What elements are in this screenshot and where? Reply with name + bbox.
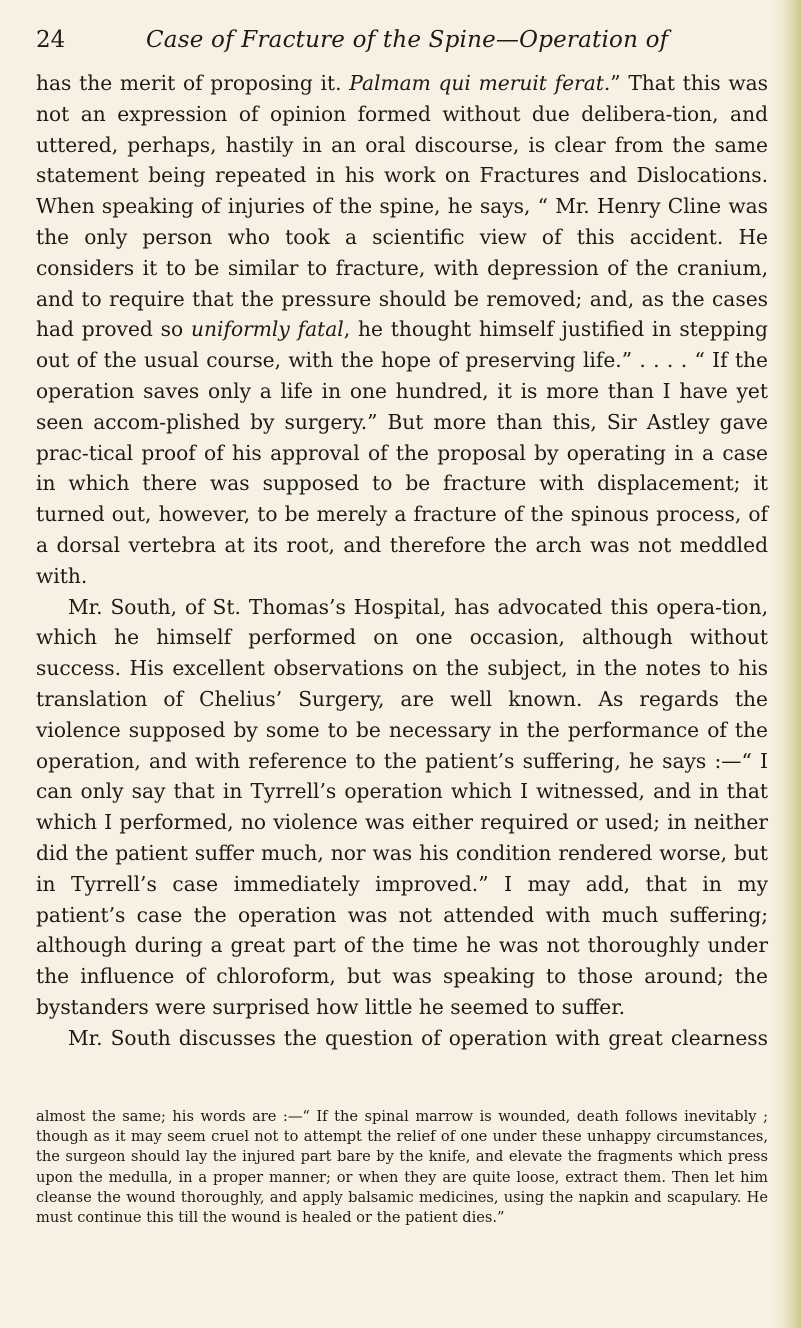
- paragraph-continued: [36, 68, 768, 592]
- paragraph-text: ” That this was not an expression of opinion formed without due delibera-tion, and uttered, perhaps, hastily in an oral discourse, is clear from the same statement being repeated in his work on Fractures and Dislocations. When speaking of injuries of the spine, he says, “ Mr. Henry Cline was the only person who took a scientific view of this accident. He considers it to be similar to fracture, with depression of the cranium, and to require that the pressure should be removed; and, as the cases had proved so: [36, 71, 768, 342]
- paragraph: Mr. South, of St. Thomas’s Hospital, has advocated this opera-tion, which he himself performed on one occasion, although without success. His excellent observations on the subject, in the notes to his translation of Chelius’ Surgery, are well known. As regards the violence supposed by some to be necessary in the performance of the operation, and with reference to the patient’s suffering, he says :—“ I can only say that in Tyrrell’s operation which I witnessed, and in that which I performed, no violence was either required or used; in neither did the patient suffer much, nor was his condition rendered worse, but in Tyrrell’s case immediately improved.” I may add, that in my patient’s case the operation was not attended with much suffering; although during a great part of the time he was not thoroughly under the influence of chloroform, but was speaking to those around; the bystanders were surprised how little he seemed to suffer.: [36, 594, 768, 1019]
- paragraph-text: has the merit of proposing it.: [36, 71, 350, 95]
- running-title: Case of Fracture of the Spine—Operation of: [146, 27, 669, 53]
- page-header: [36, 22, 776, 58]
- footnote-text: almost the same; his words are :—“ If the spinal marrow is wounded, death follows inevitably ; though as it may seem cruel not to attempt the relief of one under these unhappy circumstances, the surgeon should lay the injured part bare by the knife, and elevate the fragments which press upon the medulla, in a proper manner; or when they are quite loose, extract them. Then let him cleanse the wound thoroughly, and apply balsamic medicines, using the napkin and scapulary. He must continue this till the wound is healed or the patient dies.”: [36, 1108, 768, 1227]
- page-number: 24: [36, 27, 66, 53]
- latin-quote: Palmam qui meruit ferat.: [349, 71, 611, 95]
- emphasis-text: uniformly fatal: [191, 317, 344, 342]
- footnote: [36, 1107, 768, 1228]
- paragraph-text: , he thought himself justified in stepping out of the usual course, with the hope of preserving life.” . . . . “ If the operation saves only a life in one hundred, it is more than I have yet seen accom-plished by surgery.” But more than this, Sir Astley gave prac-tical proof of his approval of the proposal by operating in a case in which there was supposed to be fracture with displacement; it turned out, however, to be merely a fracture of the spinous process, of a dorsal vertebra at its root, and therefore the arch was not meddled with.: [36, 317, 768, 588]
- paragraph: Mr. South discusses the question of operation with great clearness: [68, 1025, 768, 1050]
- page-edge-shadow: [783, 0, 801, 1328]
- body-text: [36, 68, 768, 1054]
